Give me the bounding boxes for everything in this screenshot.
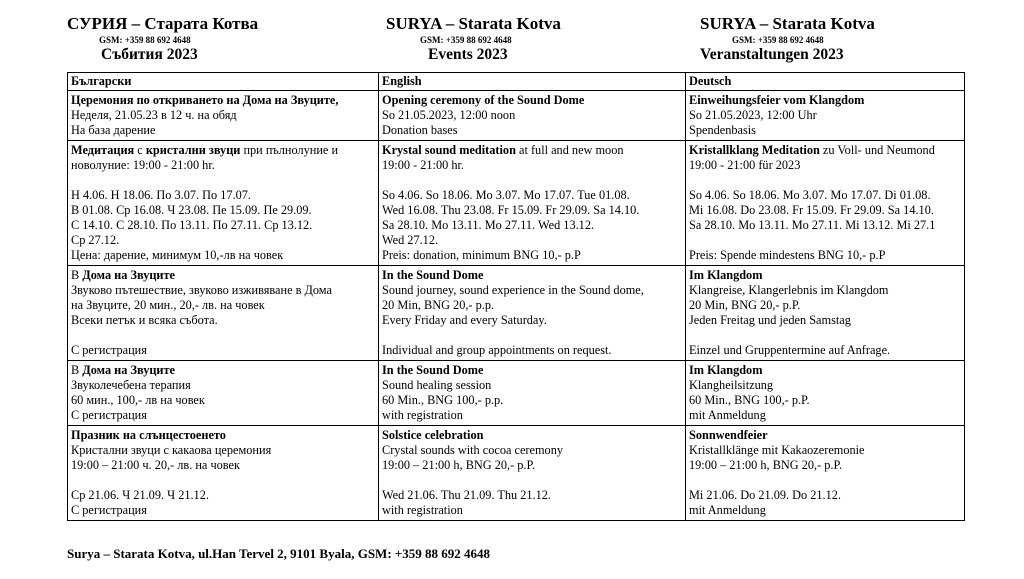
header-gsm: GSM: +359 88 692 4648 — [732, 35, 824, 45]
page-header — [0, 14, 1024, 70]
column-header-bulgarian: Български — [68, 73, 379, 91]
table-row — [68, 426, 965, 521]
column-header-english: English — [379, 73, 686, 91]
event-line: Sa 28.10. Mo 13.11. Mo 27.11. Mi 13.12. Mi 27.1 — [689, 218, 936, 232]
event-line — [382, 473, 682, 488]
cell-bulgarian — [68, 426, 379, 521]
cell-german — [686, 141, 965, 266]
event-line: 20 Min, BNG 20,- p.P. — [689, 298, 801, 312]
event-title: In the Sound Dome — [382, 363, 484, 377]
cell-bulgarian — [68, 361, 379, 426]
event-line: Wed 16.08. Thu 23.08. Fr 15.09. Fr 29.09. Sa 14.10. — [382, 203, 640, 217]
event-line: So 4.06. So 18.06. Mo 3.07. Mo 17.07. Di 01.08. — [689, 188, 931, 202]
event-line: Every Friday and every Saturday. — [382, 313, 547, 327]
event-line: Wed 21.06. Thu 21.09. Thu 21.12. — [382, 488, 551, 502]
event-title — [71, 363, 375, 378]
event-line — [71, 473, 375, 488]
event-line: новолуние: 19:00 - 21:00 hr. — [71, 158, 215, 172]
event-title — [71, 143, 375, 158]
event-line: So 21.05.2023, 12:00 Uhr — [689, 108, 817, 122]
event-line: Mi 16.08. Do 23.08. Fr 15.09. Fr 29.09. Sa 14.10. — [689, 203, 934, 217]
event-line: 60 Min., BNG 100,- p.P. — [689, 393, 810, 407]
header-title: SURYA – Starata Kotva — [700, 14, 875, 33]
cell-bulgarian — [68, 266, 379, 361]
event-line: 19:00 – 21:00 ч. 20,- лв. на човек — [71, 458, 240, 472]
event-line: Klangreise, Klangerlebnis im Klangdom — [689, 283, 889, 297]
header-gsm: GSM: +359 88 692 4648 — [99, 35, 191, 45]
event-title: Opening ceremony of the Sound Dome — [382, 93, 585, 107]
event-line: 60 мин., 100,- лв на човек — [71, 393, 205, 407]
events-table — [67, 72, 965, 521]
event-line: Klangheilsitzung — [689, 378, 774, 392]
event-line — [689, 328, 961, 343]
event-title: Sonnwendfeier — [689, 428, 768, 442]
cell-english — [379, 91, 686, 141]
event-line: Kristallklänge mit Kakaozeremonie — [689, 443, 865, 457]
event-line: 60 Min., BNG 100,- p.p. — [382, 393, 504, 407]
event-title-text: с — [134, 143, 146, 157]
event-line: Всеки петък и всяка събота. — [71, 313, 218, 327]
event-line: 20 Min, BNG 20,- p.p. — [382, 298, 495, 312]
header-bulgarian — [67, 14, 258, 64]
event-line — [382, 173, 682, 188]
header-german — [700, 14, 875, 64]
event-title-text: at full and new moon — [515, 143, 624, 157]
event-line: С регистрация — [71, 343, 147, 357]
event-line: Цена: дарение, минимум 10,-лв на човек — [71, 248, 284, 262]
event-title-bold: Kristallklang Meditation — [689, 143, 820, 157]
cell-german — [686, 361, 965, 426]
event-title — [689, 143, 961, 158]
header-subtitle: Events 2023 — [428, 46, 508, 63]
event-title: Einweihungsfeier vom Klangdom — [689, 93, 865, 107]
cell-german — [686, 91, 965, 141]
event-title-text: при пълнолуние и — [240, 143, 339, 157]
event-line — [71, 173, 375, 188]
cell-bulgarian — [68, 141, 379, 266]
event-title-bold: Дома на Звуците — [82, 268, 176, 282]
event-title-text: В — [71, 363, 83, 377]
event-line: С регистрация — [71, 503, 147, 517]
event-line: Donation bases — [382, 123, 458, 137]
event-title — [382, 143, 682, 158]
event-line: mit Anmeldung — [689, 503, 766, 517]
event-line: 19:00 - 21:00 für 2023 — [689, 158, 801, 172]
cell-english — [379, 266, 686, 361]
event-title-text: В — [71, 268, 83, 282]
event-line: Звуково пътешествие, звуково изживяване в Дома — [71, 283, 332, 297]
event-title: Празник на слънцестоенето — [71, 428, 226, 442]
event-line — [689, 233, 961, 248]
event-line: Mi 21.06. Do 21.09. Do 21.12. — [689, 488, 842, 502]
header-subtitle: Veranstaltungen 2023 — [700, 46, 844, 63]
event-line: 19:00 – 21:00 h, BNG 20,- p.P. — [382, 458, 536, 472]
event-title: Solstice celebration — [382, 428, 484, 442]
header-title: СУРИЯ – Старата Котва — [67, 14, 259, 33]
table-header-row — [68, 73, 965, 91]
event-title: In the Sound Dome — [382, 268, 484, 282]
event-title: Im Klangdom — [689, 268, 763, 282]
event-title-bold: Дома на Звуците — [82, 363, 176, 377]
event-line: В 01.08. Ср 16.08. Ч 23.08. Пе 15.09. Пе 29.09. — [71, 203, 312, 217]
event-line: Ср 27.12. — [71, 233, 120, 247]
event-line: 19:00 - 21:00 hr. — [382, 158, 464, 172]
event-line: Sound healing session — [382, 378, 492, 392]
cell-bulgarian — [68, 91, 379, 141]
event-line: Spendenbasis — [689, 123, 756, 137]
cell-english — [379, 426, 686, 521]
table-row — [68, 91, 965, 141]
event-line: Звуколечебена терапия — [71, 378, 191, 392]
event-title-bold: Медитация — [71, 143, 135, 157]
event-line: Preis: Spende mindestens BNG 10,- p.P — [689, 248, 886, 262]
event-title — [71, 268, 375, 283]
event-line: С регистрация — [71, 408, 147, 422]
event-line — [689, 473, 961, 488]
header-title: SURYA – Starata Kotva — [386, 14, 561, 33]
event-line: Неделя, 21.05.23 в 12 ч. на обяд — [71, 108, 237, 122]
event-line: на Звуците, 20 мин., 20,- лв. на човек — [71, 298, 265, 312]
event-line: So 4.06. So 18.06. Mo 3.07. Mo 17.07. Tue 01.08. — [382, 188, 630, 202]
event-line: Preis: donation, minimum BNG 10,- p.P — [382, 248, 581, 262]
event-line: Individual and group appointments on request. — [382, 343, 612, 357]
cell-german — [686, 426, 965, 521]
table-row — [68, 266, 965, 361]
table-row — [68, 361, 965, 426]
event-line: Sound journey, sound experience in the Sound dome, — [382, 283, 644, 297]
event-line: with registration — [382, 503, 463, 517]
event-title: Церемония по откриването на Дома на Звуците, — [71, 93, 339, 107]
event-line: Crystal sounds with cocoa ceremony — [382, 443, 563, 457]
event-line — [689, 173, 961, 188]
event-line — [71, 328, 375, 343]
event-line: На база дарение — [71, 123, 156, 137]
event-line: mit Anmeldung — [689, 408, 766, 422]
event-line: Sa 28.10. Mo 13.11. Mo 27.11. Wed 13.12. — [382, 218, 595, 232]
event-line: Einzel und Gruppentermine auf Anfrage. — [689, 343, 891, 357]
event-title-bold: Krystal sound meditation — [382, 143, 516, 157]
header-english — [386, 14, 561, 64]
event-line — [382, 328, 682, 343]
column-header-german: Deutsch — [686, 73, 965, 91]
event-line: 19:00 – 21:00 h, BNG 20,- p.P. — [689, 458, 843, 472]
event-title: Im Klangdom — [689, 363, 763, 377]
event-line: Ср 21.06. Ч 21.09. Ч 21.12. — [71, 488, 209, 502]
footer-address: Surya – Starata Kotva, ul.Han Tervel 2, 9101 Byala, GSM: +359 88 692 4648 — [67, 546, 491, 561]
table-row — [68, 141, 965, 266]
event-title-bold: кристални звуци — [145, 143, 241, 157]
header-subtitle: Събития 2023 — [101, 46, 198, 63]
event-title-text: zu Voll- und Neumond — [819, 143, 935, 157]
event-line: Wed 27.12. — [382, 233, 439, 247]
cell-english — [379, 141, 686, 266]
event-line: with registration — [382, 408, 463, 422]
cell-english — [379, 361, 686, 426]
header-gsm: GSM: +359 88 692 4648 — [420, 35, 512, 45]
cell-german — [686, 266, 965, 361]
event-line: Н 4.06. Н 18.06. По 3.07. По 17.07. — [71, 188, 252, 202]
event-line: Jeden Freitag und jeden Samstag — [689, 313, 851, 327]
event-line: С 14.10. С 28.10. По 13.11. По 27.11. Ср 13.12. — [71, 218, 313, 232]
event-line: So 21.05.2023, 12:00 noon — [382, 108, 516, 122]
event-line: Кристални звуци с какаова церемония — [71, 443, 272, 457]
